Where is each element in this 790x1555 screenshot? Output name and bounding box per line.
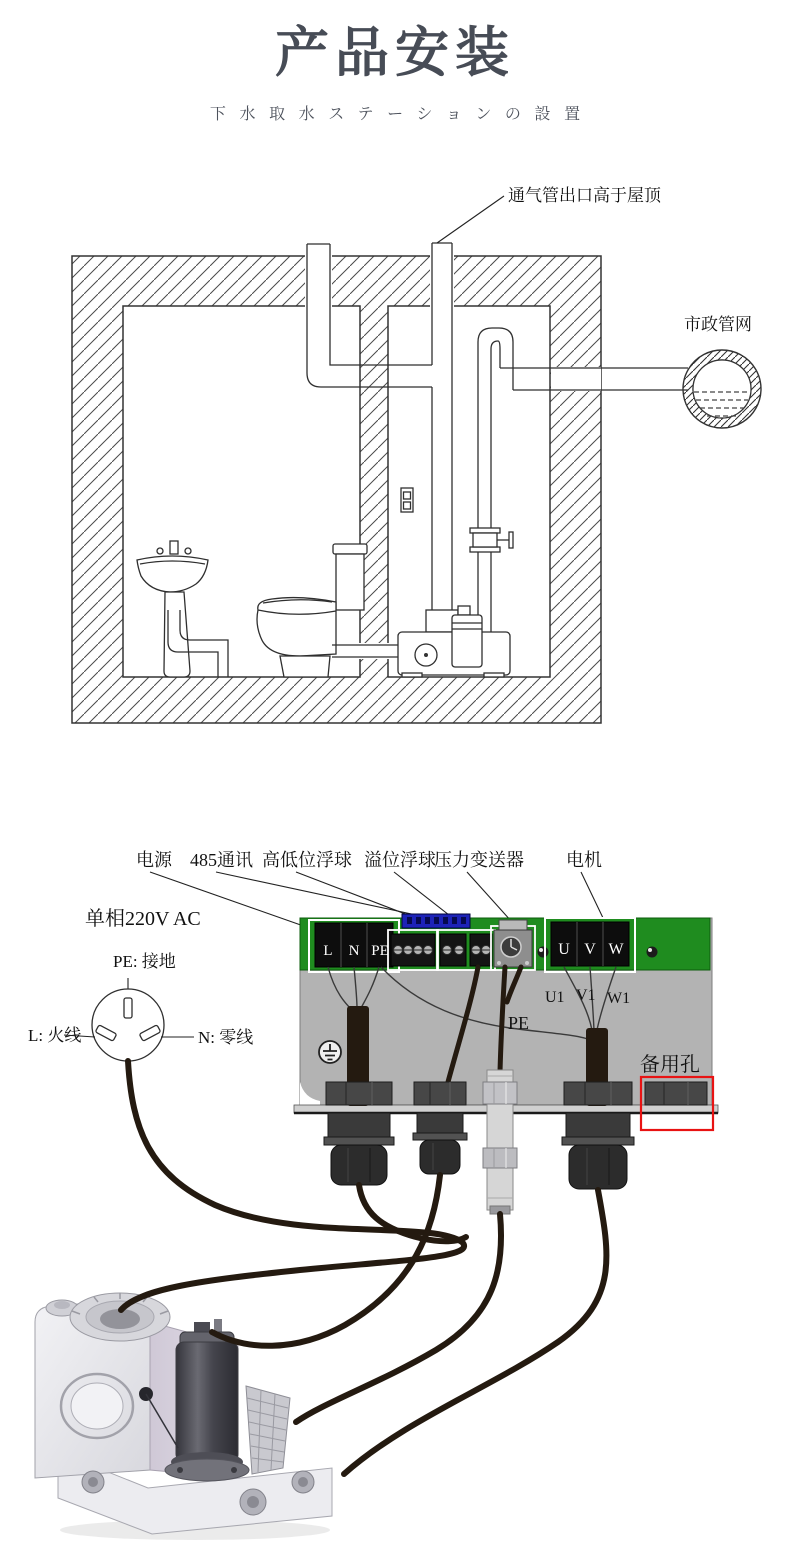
wall-gap-pipe (551, 367, 601, 391)
terminal-block-motor (545, 918, 635, 972)
municipal-label: 市政管网 (684, 315, 752, 334)
label-motor: 电机 (566, 850, 602, 870)
pump-unit (35, 1293, 332, 1540)
connector-485 (402, 914, 470, 928)
gland-motor (562, 1082, 634, 1189)
label-float-hl: 高低位浮球 (262, 850, 352, 870)
terminal-w: W (608, 941, 624, 958)
wire-label-v1: V1 (576, 987, 596, 1004)
terminal-n: N (348, 943, 360, 959)
ground-symbol (319, 1041, 341, 1063)
terminal-l: L (323, 943, 333, 959)
terminal-u: U (558, 941, 570, 958)
terminal-v: V (584, 941, 596, 958)
pump-side-ring (61, 1374, 133, 1438)
spare-hole (645, 1082, 707, 1105)
power-spec: 单相220V AC (85, 908, 201, 930)
wall-switch-box (401, 488, 413, 512)
municipal-pipe (683, 350, 761, 428)
gland-float (413, 1082, 467, 1174)
vent-pipe-label: 通气管出口高于屋顶 (508, 186, 661, 205)
installation-diagram (0, 140, 790, 760)
plug-n-label: N: 零线 (198, 1028, 254, 1047)
spare-hole-label: 备用孔 (640, 1054, 700, 1076)
power-plug (64, 978, 194, 1061)
terminal-pe: PE (371, 943, 389, 959)
wire-label-u1: U1 (545, 989, 565, 1006)
ceiling-gap-right (430, 254, 454, 308)
wire-label-w1: W1 (607, 990, 631, 1007)
terminal-strip-floats (388, 930, 495, 970)
gland-power (324, 1082, 394, 1185)
terminal-block-power (309, 920, 399, 972)
label-power: 电源 (136, 850, 172, 870)
plug-l-label: L: 火线 (28, 1026, 82, 1045)
check-valve (470, 528, 513, 552)
terminal-label-row (136, 850, 602, 870)
wiring-diagram (0, 830, 790, 1555)
label-float-ov: 溢位浮球 (364, 850, 436, 870)
gland-pressure (483, 1070, 517, 1214)
plug-pe-label: PE: 接地 (113, 952, 176, 971)
page-title: 产品安装 (275, 23, 515, 83)
label-pressure: 压力变送器 (434, 850, 524, 870)
pump-lid (70, 1293, 170, 1341)
page-subtitle: 下水取水ステーションの設置 (209, 106, 594, 123)
page-header (0, 0, 790, 124)
ceiling-gap-left (305, 254, 332, 308)
sink (137, 541, 228, 677)
wire-label-pe: PE (508, 1013, 530, 1033)
pump-hose-connector (246, 1386, 290, 1474)
label-485: 485通讯 (190, 850, 253, 870)
gland1-cable (359, 1185, 466, 1241)
plug-pe-prong (124, 998, 132, 1018)
vent-leader-line (437, 196, 504, 243)
lifting-pump (398, 606, 510, 677)
